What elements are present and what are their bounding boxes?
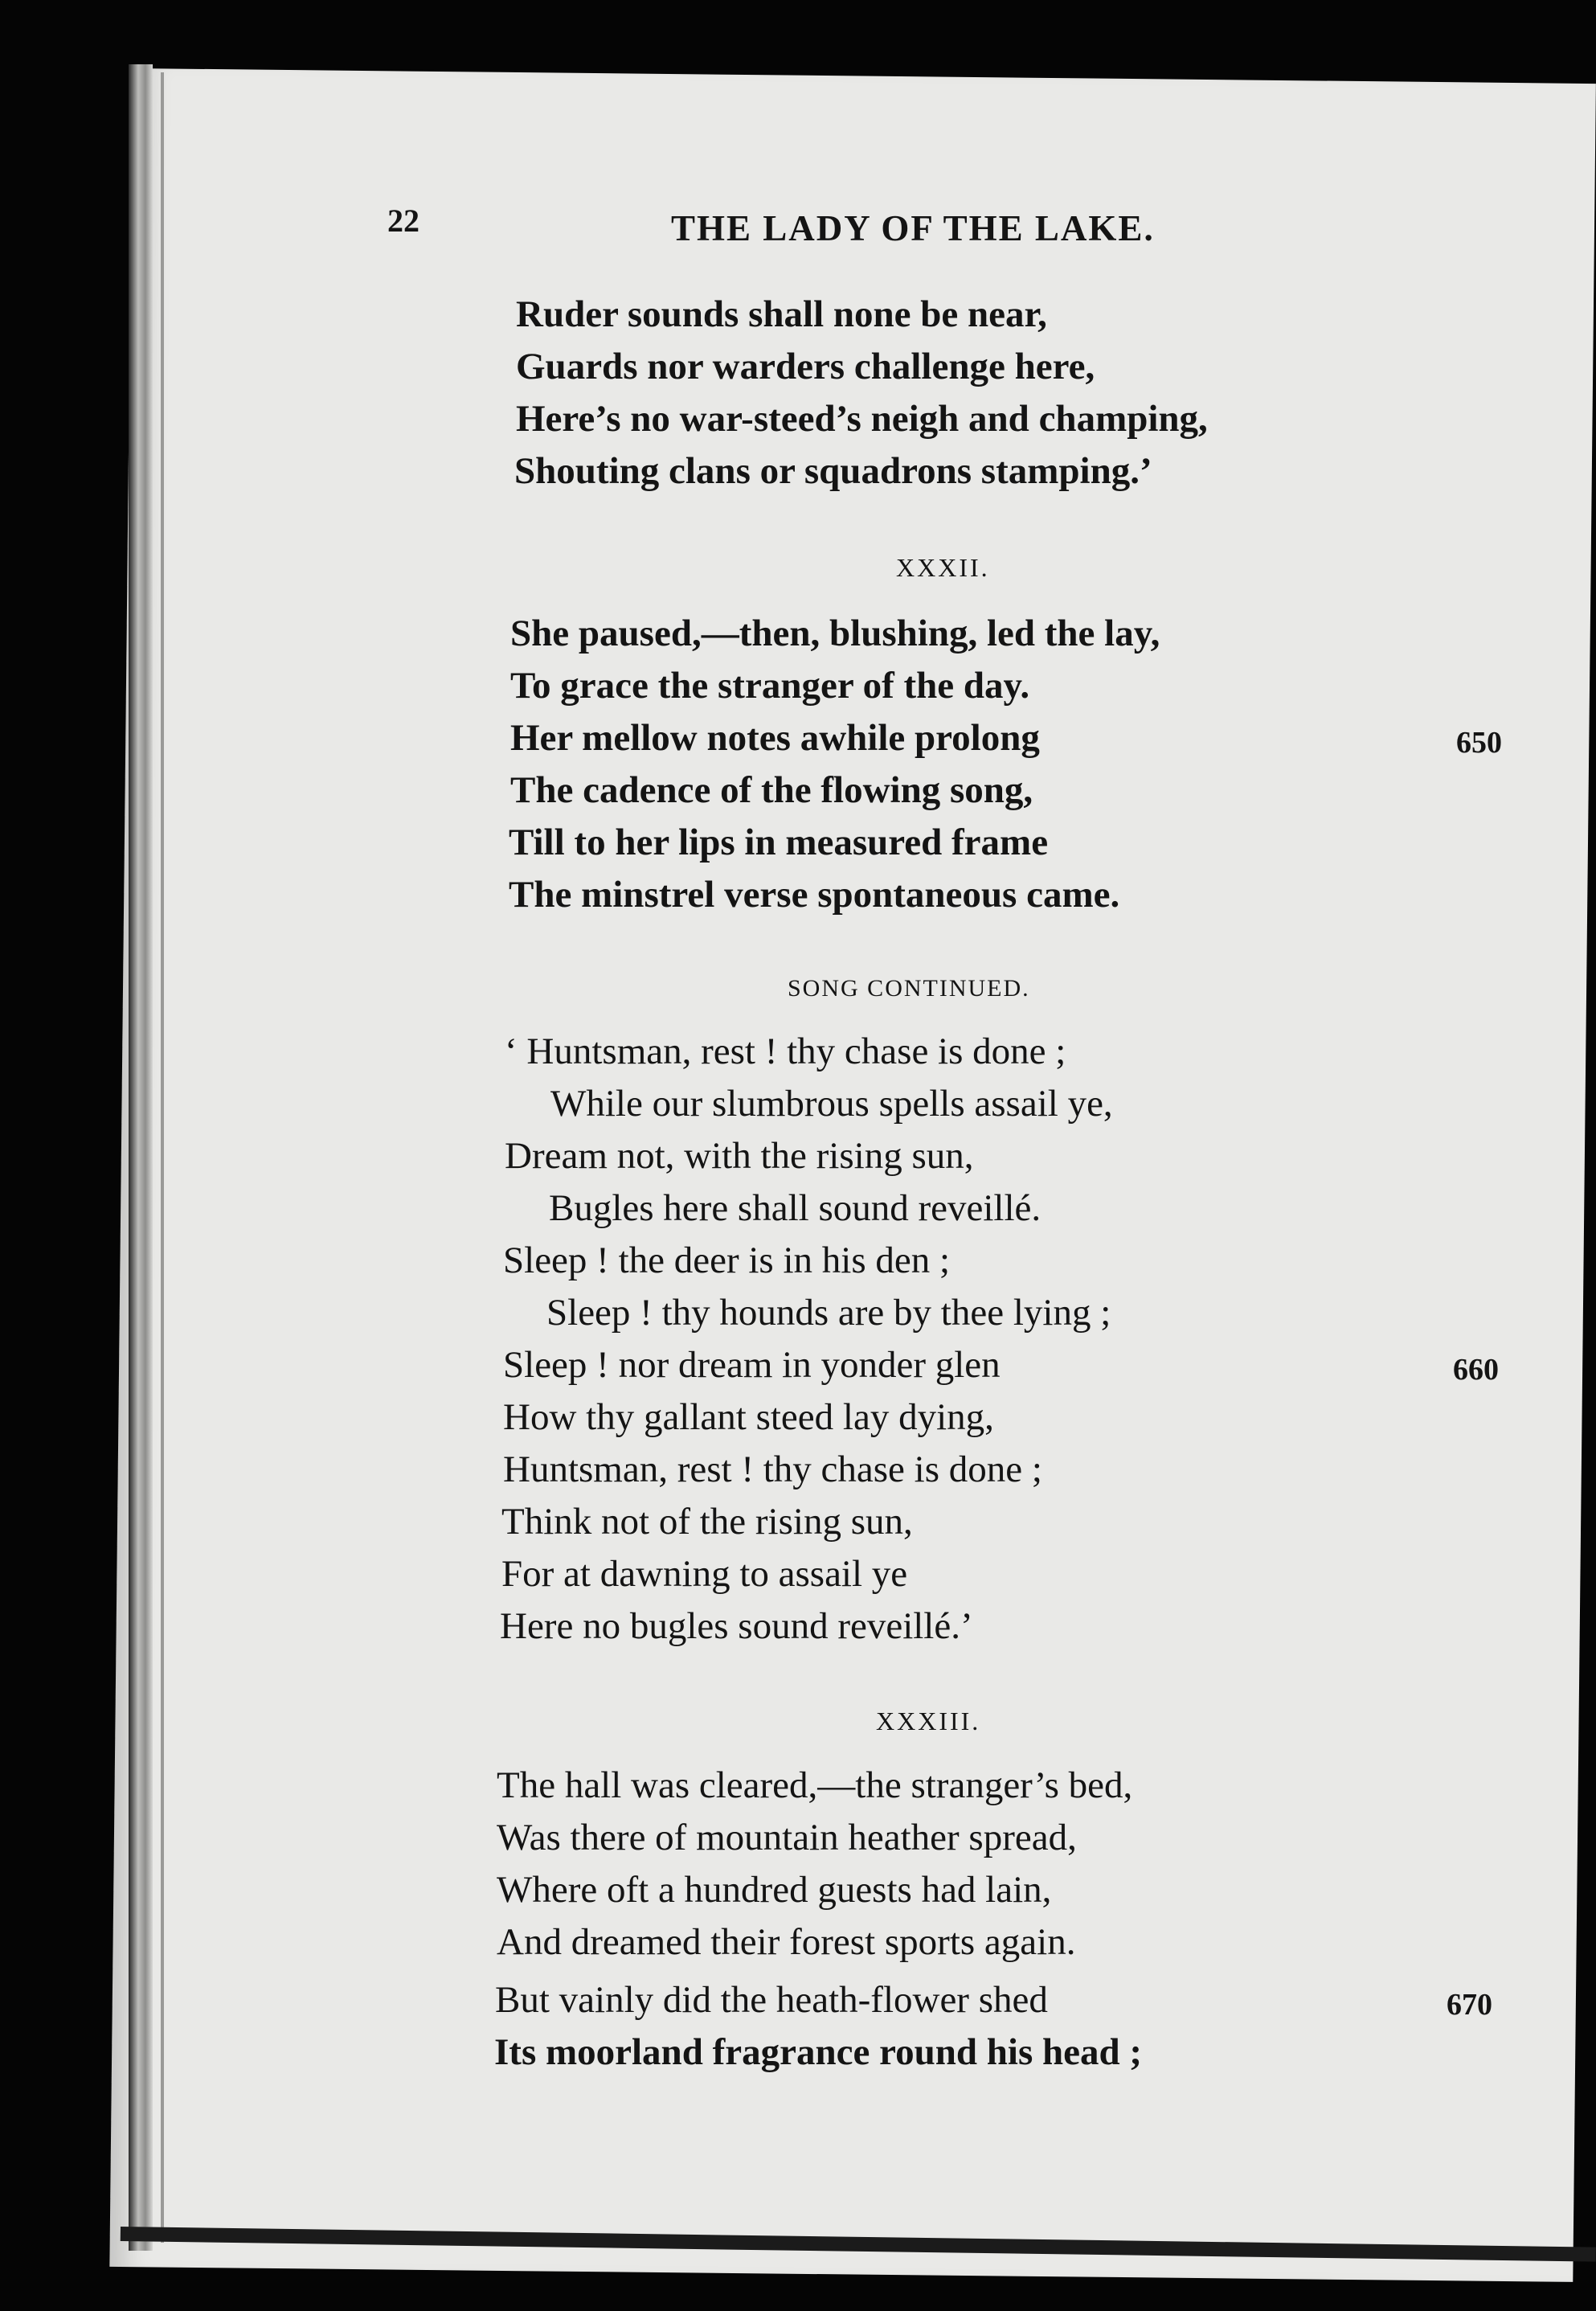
verse-line: Here’s no war-steed’s neigh and champing,: [516, 398, 1208, 440]
verse-line: Ruder sounds shall none be near,: [516, 293, 1047, 335]
verse-line: And dreamed their forest sports again.: [497, 1921, 1076, 1963]
running-header-title: THE LADY OF THE LAKE.: [671, 208, 1155, 248]
line-number: 660: [1453, 1353, 1499, 1387]
section-heading: XXXII.: [896, 553, 990, 582]
gutter-line: [161, 72, 164, 2243]
verse-line: Shouting clans or squadrons stamping.’: [514, 450, 1152, 492]
verse-line: Guards nor warders challenge here,: [516, 346, 1095, 387]
verse-line: Think not of the rising sun,: [501, 1501, 913, 1543]
verse-line-indented: Sleep ! thy hounds are by thee lying ;: [546, 1292, 1111, 1334]
verse-line: Here no bugles sound reveillé.’: [500, 1605, 973, 1647]
line-number: 650: [1456, 726, 1502, 760]
verse-line: Huntsman, rest ! thy chase is done ;: [503, 1448, 1042, 1490]
verse-line: The cadence of the flowing song,: [510, 769, 1033, 811]
verse-line: She paused,—then, blushing, led the lay,: [510, 613, 1160, 654]
page-number: 22: [387, 203, 419, 239]
verse-line-indented: While our slumbrous spells assail ye,: [550, 1083, 1113, 1125]
verse-line: To grace the stranger of the day.: [510, 665, 1030, 707]
verse-line: How thy gallant steed lay dying,: [503, 1396, 994, 1438]
verse-line: The minstrel verse spontaneous came.: [509, 874, 1120, 916]
section-heading: XXXIII.: [876, 1707, 981, 1735]
verse-line: Dream not, with the rising sun,: [505, 1135, 974, 1177]
line-number: 670: [1447, 1988, 1492, 2022]
verse-line: Was there of mountain heather spread,: [497, 1817, 1077, 1858]
verse-line: Till to her lips in measured frame: [509, 822, 1049, 863]
verse-line: The hall was cleared,—the stranger’s bed,: [497, 1764, 1133, 1806]
verse-line: But vainly did the heath-flower shed: [495, 1979, 1048, 2021]
verse-line: Sleep ! nor dream in yonder glen: [503, 1344, 1001, 1386]
verse-line: Her mellow notes awhile prolong: [510, 717, 1040, 759]
verse-line: Its moorland fragrance round his head ;: [494, 2031, 1143, 2073]
verse-line: ‘ Huntsman, rest ! thy chase is done ;: [505, 1031, 1066, 1072]
verse-line: Sleep ! the deer is in his den ;: [503, 1239, 951, 1281]
song-heading: SONG CONTINUED.: [788, 975, 1030, 1002]
book-spine: [129, 64, 153, 2251]
verse-line: Where oft a hundred guests had lain,: [497, 1869, 1052, 1911]
verse-line: For at dawning to assail ye: [501, 1553, 908, 1595]
verse-line-indented: Bugles here shall sound reveillé.: [549, 1187, 1041, 1229]
